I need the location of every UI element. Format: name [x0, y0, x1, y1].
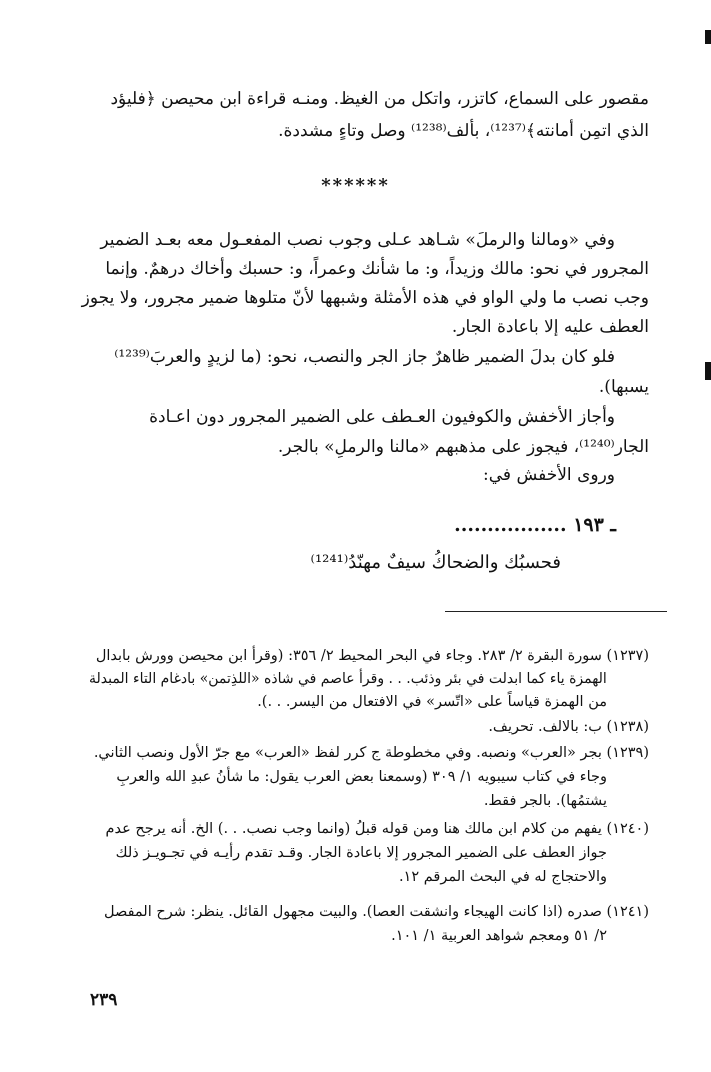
text-line: فلو كان بدلَ الضمير ظاهرٌ جاز الجر والنصب، نحو: (ما لزيدٍ والعربَ⁽¹²³⁹⁾ — [114, 347, 615, 367]
footnote-line: جواز العطف على الضمير المجرور إلا باعادة الجار. وقـد تقدم رأيـه في تجـويـز ذلك — [115, 845, 607, 861]
text-line: الذي اتمِن أمانته﴾⁽¹²³⁷⁾، بألف⁽¹²³⁸⁾ وصل وتاءٍ مشددة. — [278, 121, 649, 141]
text-line: وفي «ومالنا والرملَ» شـاهد عـلى وجوب نصب المفعـول معه بعـد الضمير — [100, 230, 615, 250]
footnote-line: وجاء في كتاب سيبويه ١/ ٣٠٩ (وسمعنا بعض العرب يقول: ما شأنُ عبدِ الله والعربِ — [116, 769, 607, 785]
section-separator: ****** — [321, 175, 390, 196]
footnote-line: ٢/ ٥١ ومعجم شواهد العربية ١/ ١٠١. — [391, 928, 607, 944]
text-line: المجرور في نحو: مالك وزيداً، و: ما شأنك وعمراً، و: حسبك وأخاك درهمٌ. وإنما — [105, 259, 649, 279]
footnote-line: (١٢٣٨) ب: بالالف. تحريف. — [488, 719, 649, 735]
verse-number: ـ ١٩٣ ................. — [454, 514, 616, 536]
text-line: وروى الأخفش في: — [483, 465, 615, 485]
footnote-line: (١٢٣٩) بجر «العرب» ونصبه. وفي مخطوطة ج كرر لفظ «العرب» مع جرّ الأول ونصب الثاني. — [93, 745, 649, 761]
page-edge-mark — [705, 362, 711, 380]
text-line: يسبها). — [598, 377, 649, 397]
text-line: العطف عليه إلا باعادة الجار. — [451, 317, 649, 337]
footnote-divider — [445, 611, 667, 612]
text-line: وأجاز الأخفش والكوفيون العـطف على الضمير المجرور دون اعـادة — [149, 407, 615, 427]
footnote-line: الهمزة ياء كما ابدلت في بئر وذئب. . . وقرأ عاصم في شاذه «اللذِتمن» بادغام التاء المبدلة — [89, 671, 607, 687]
page-edge-mark — [705, 30, 711, 44]
text-line: مقصور على السماع، كاتزر، واتكل من الغيظ. ومنـه قراءة ابن محيصن ﴿فليؤد — [110, 89, 649, 109]
footnote-line: (١٢٤١) صدره (اذا كانت الهيجاء وانشقت العصا). والبيت مجهول القائل. ينظر: شرح المفصل — [104, 904, 649, 920]
footnote-line: (١٢٤٠) يفهم من كلام ابن مالك هنا ومن قوله قبلُ (وانما وجب نصب. . .) الخ. أنه يرجح عدم — [105, 821, 649, 837]
footnote-line: من الهمزة قياساً على «اتّسر» في الافتعال من اليسر. . .). — [257, 694, 607, 710]
footnote-line: والاحتجاج له في البحث المرقم ١٢. — [398, 869, 607, 885]
text-line: وجب نصب ما ولي الواو في هذه الأمثلة وشبهها لأنّ متلوها ضمير مجرور، ولا يجوز — [81, 288, 649, 308]
page-number: ٢٣٩ — [90, 990, 118, 1010]
footnote-line: يشتمُها). بالجر فقط. — [483, 793, 607, 809]
footnote-line: (١٢٣٧) سورة البقرة ٢/ ٢٨٣. وجاء في البحر المحيط ٢/ ٣٥٦: (وقرأ ابن محيصن وورش بابدال — [95, 648, 649, 664]
verse-text: فحسبُك والضحاكُ سيفٌ مهنّدُ⁽¹²⁴¹⁾ — [310, 552, 561, 573]
text-line: الجار⁽¹²⁴⁰⁾، فيجوز على مذهبهم «مالنا والرملِ» بالجر. — [277, 437, 649, 457]
